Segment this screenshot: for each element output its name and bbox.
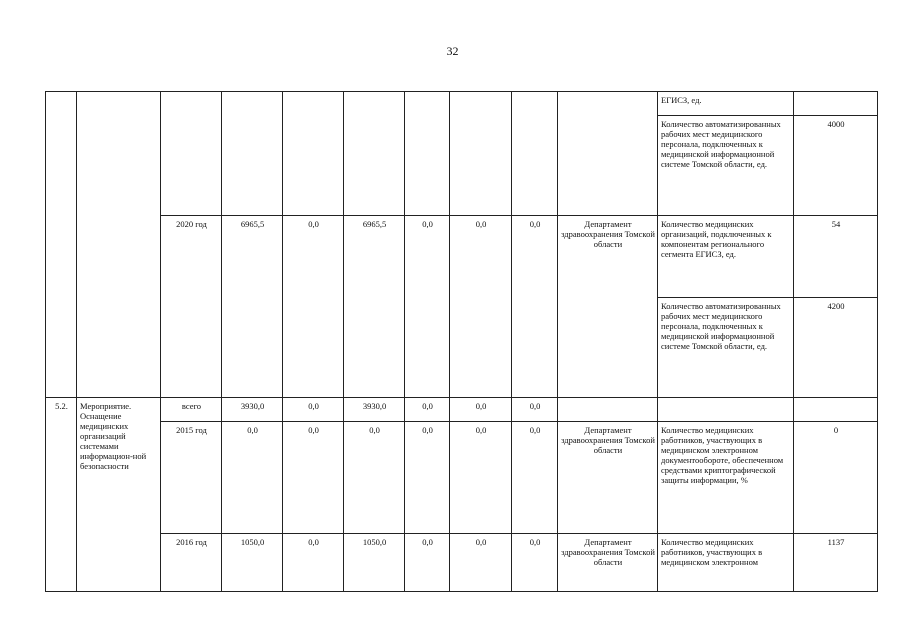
funding-cell: 0,0 [512,422,558,534]
indicator-cell: Количество медицинских организаций, подключенных к компонентам регионального сегмента ЕГИСЗ, ед. [658,216,794,298]
funding-cell: 0,0 [405,422,450,534]
executor-cell: Департамент здравоохранения Томской области [558,216,658,398]
funding-cell: 1050,0 [344,534,405,592]
row-number-cell [46,92,77,398]
funding-cell [405,92,450,216]
funding-cell: 0,0 [512,398,558,422]
total-cell: 3930,0 [222,398,283,422]
funding-cell [450,92,512,216]
funding-cell [512,92,558,216]
funding-cell: 0,0 [512,534,558,592]
funding-cell: 0,0 [512,216,558,398]
funding-cell: 0,0 [450,534,512,592]
funding-cell: 0,0 [450,398,512,422]
funding-cell: 0,0 [283,216,344,398]
funding-cell: 6965,5 [344,216,405,398]
year-cell: 2015 год [161,422,222,534]
funding-cell: 0,0 [344,422,405,534]
activity-name-cell: Мероприятие. Оснащение медицинских организаций системами информацион-ной безопасности [77,398,161,592]
activity-name-cell [77,92,161,398]
year-cell: 2020 год [161,216,222,398]
executor-cell [558,92,658,216]
page-number: 32 [446,44,459,58]
indicator-value-cell: 4000 [794,116,878,216]
indicator-cell: Количество медицинских работников, участвующих в медицинском электронном документообороте, обеспеченном средствами криптографической защиты информации, % [658,422,794,534]
indicator-cell: Количество автоматизированных рабочих мест медицинского персонала, подключенных к медицинской информационной системе Томской области, ед. [658,298,794,398]
executor-cell: Департамент здравоохранения Томской области [558,422,658,534]
funding-cell: 0,0 [283,422,344,534]
total-cell: 6965,5 [222,216,283,398]
year-cell: всего [161,398,222,422]
indicator-value-cell [794,398,878,422]
table-row [46,398,878,422]
table-row [46,534,878,592]
indicator-value-cell: 1137 [794,534,878,592]
funding-cell: 0,0 [283,534,344,592]
funding-cell: 0,0 [450,422,512,534]
funding-cell: 0,0 [283,398,344,422]
indicator-value-cell: 0 [794,422,878,534]
funding-cell [283,92,344,216]
total-cell [222,92,283,216]
indicator-cell [658,398,794,422]
funding-cell [344,92,405,216]
indicator-value-cell: 4200 [794,298,878,398]
funding-cell: 0,0 [405,398,450,422]
funding-cell: 3930,0 [344,398,405,422]
executor-cell: Департамент здравоохранения Томской области [558,534,658,592]
total-cell: 0,0 [222,422,283,534]
table-row [46,92,878,116]
total-cell: 1050,0 [222,534,283,592]
funding-cell: 0,0 [405,216,450,398]
row-number-cell: 5.2. [46,398,77,592]
funding-cell: 0,0 [405,534,450,592]
executor-cell [558,398,658,422]
year-cell [161,92,222,216]
indicator-value-cell: 54 [794,216,878,298]
table-row [46,216,878,298]
funding-cell: 0,0 [450,216,512,398]
indicator-cell: ЕГИСЗ, ед. [658,92,794,116]
year-cell: 2016 год [161,534,222,592]
indicator-cell: Количество автоматизированных рабочих мест медицинского персонала, подключенных к медицинской информационной системе Томской области, ед. [658,116,794,216]
indicator-value-cell [794,92,878,116]
program-activities-table [45,91,878,592]
indicator-cell: Количество медицинских работников, участвующих в медицинском электронном [658,534,794,592]
table-row [46,422,878,534]
